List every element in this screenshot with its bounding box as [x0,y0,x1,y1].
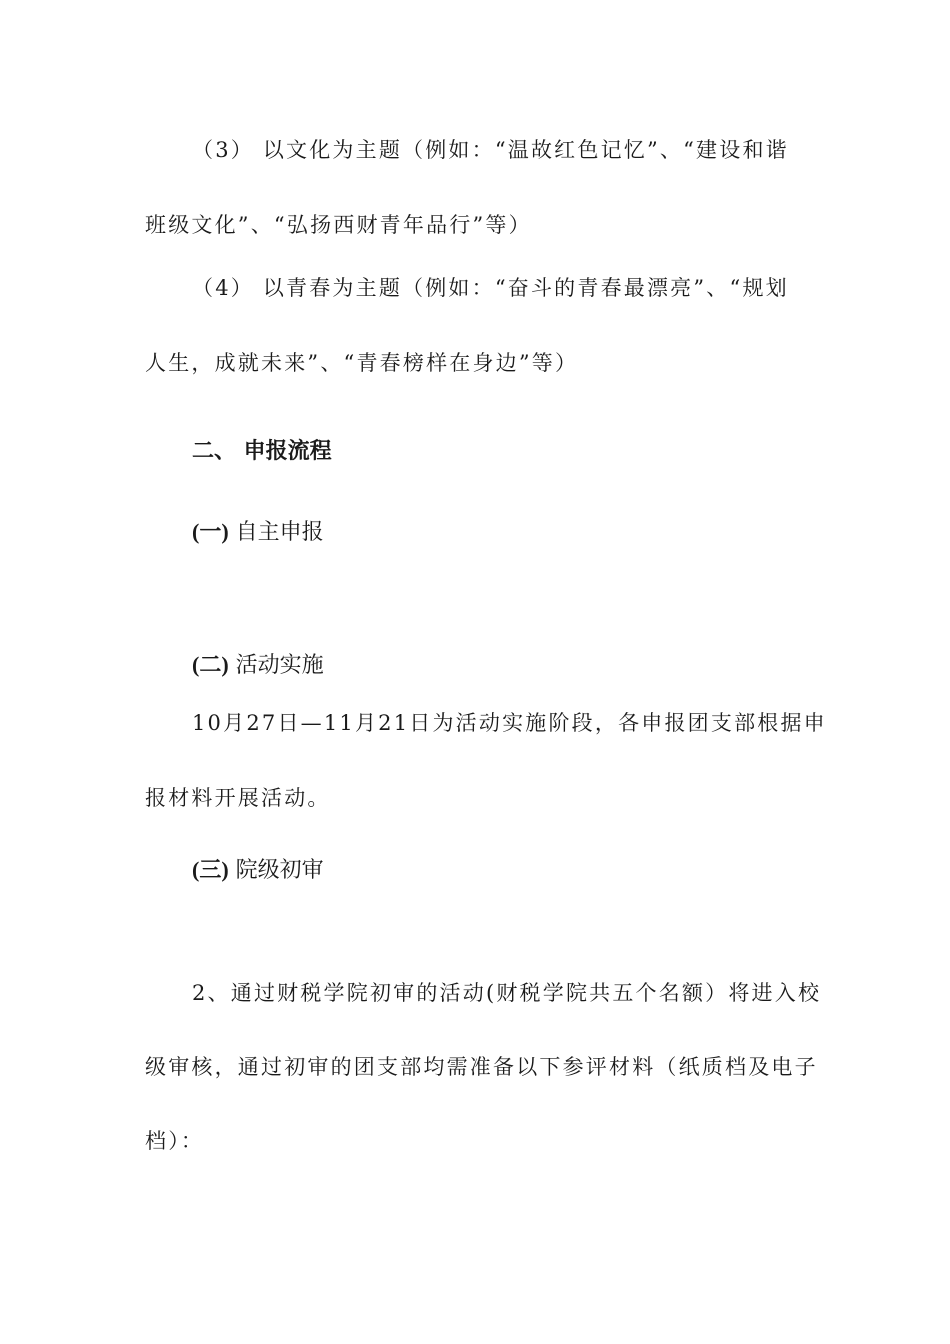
subheading-2 [192,654,324,677]
item4-line1: （4） 以青春为主题（例如：“奋斗的青春最漂亮”、“规划 [192,276,789,300]
section-heading: 二、 申报流程 [192,439,332,464]
subheading-3 [192,859,324,882]
item3-line2: 班级文化”、“弘扬西财青年品行”等） [145,213,532,237]
subheading-2-number: (二) [192,652,229,677]
subheading-2-text: 活动实施 [235,653,324,678]
subheading-3-number: (三) [192,857,229,882]
subheading-1 [192,521,324,544]
sub3-body-line1: 2、通过财税学院初审的活动(财税学院共五个名额）将进入校 [192,981,822,1005]
sub2-body-line2: 报材料开展活动。 [145,786,331,810]
sub3-body-line3: 档）： [145,1129,205,1153]
item4-line2: 人生，成就未来”、“青春榜样在身边”等） [145,351,579,375]
sub2-body-line1: 10月27日—11月21日为活动实施阶段，各申报团支部根据申 [192,711,827,735]
subheading-3-text: 院级初审 [235,858,324,883]
subheading-1-number: (一) [192,519,229,544]
sub3-body-line2: 级审核，通过初审的团支部均需准备以下参评材料（纸质档及电子 [145,1055,818,1079]
item3-line1: （3） 以文化为主题（例如：“温故红色记忆”、“建设和谐 [192,138,789,162]
subheading-1-text: 自主申报 [235,520,324,545]
